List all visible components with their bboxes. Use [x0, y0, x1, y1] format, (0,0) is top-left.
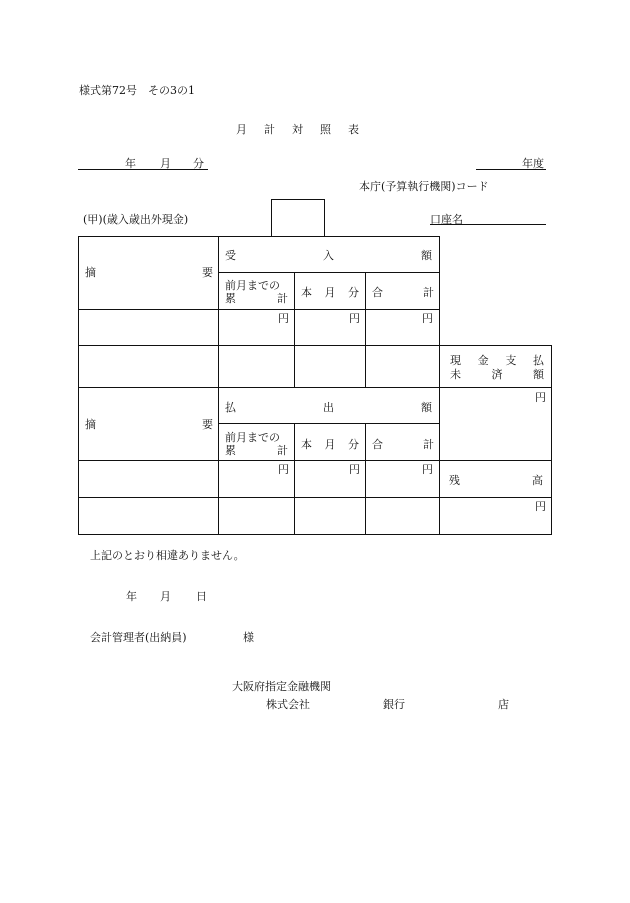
date-month-label: 月: [160, 590, 171, 603]
account-name-underline: [430, 224, 546, 225]
branch-label: 店: [498, 698, 509, 711]
fiscal-year-label: 年度: [522, 157, 544, 170]
receipts-total-yen: 円: [422, 312, 433, 325]
page-title: 月 計 対 照 表: [236, 123, 362, 136]
payments-total-yen: 円: [422, 463, 433, 476]
account-name-label: 口座名: [430, 213, 463, 226]
period-year-label: 年: [125, 157, 136, 170]
honorific-label: 様: [243, 631, 254, 644]
payments-prev-cumulative-line1: 前月までの: [225, 431, 280, 444]
agency-code-box: [271, 199, 325, 237]
cash-unpaid-yen: 円: [535, 391, 546, 404]
bank-header: 大阪府指定金融機関: [232, 680, 331, 693]
receipts-month-yen: 円: [349, 312, 360, 325]
form-number: 様式第72号 その3の1: [79, 84, 195, 97]
period-suffix-label: 分: [193, 157, 204, 170]
company-label: 株式会社: [266, 698, 310, 711]
date-year-label: 年: [126, 590, 137, 603]
section-label: (甲)(歳入歳出外現金): [83, 213, 189, 226]
payments-prev-yen: 円: [278, 463, 289, 476]
bank-label: 銀行: [383, 698, 405, 711]
period-underline: [78, 169, 208, 170]
fiscal-year-underline: [476, 169, 546, 170]
balance-yen: 円: [535, 500, 546, 513]
payments-month-yen: 円: [349, 463, 360, 476]
certification-text: 上記のとおり相違ありません。: [90, 549, 245, 562]
date-day-label: 日: [196, 590, 207, 603]
recipient-label: 会計管理者(出納員): [90, 631, 187, 644]
period-month-label: 月: [160, 157, 171, 170]
receipts-prev-cumulative-line1: 前月までの: [225, 279, 280, 292]
receipts-prev-yen: 円: [278, 312, 289, 325]
agency-code-label: 本庁(予算執行機関)コード: [359, 180, 489, 193]
